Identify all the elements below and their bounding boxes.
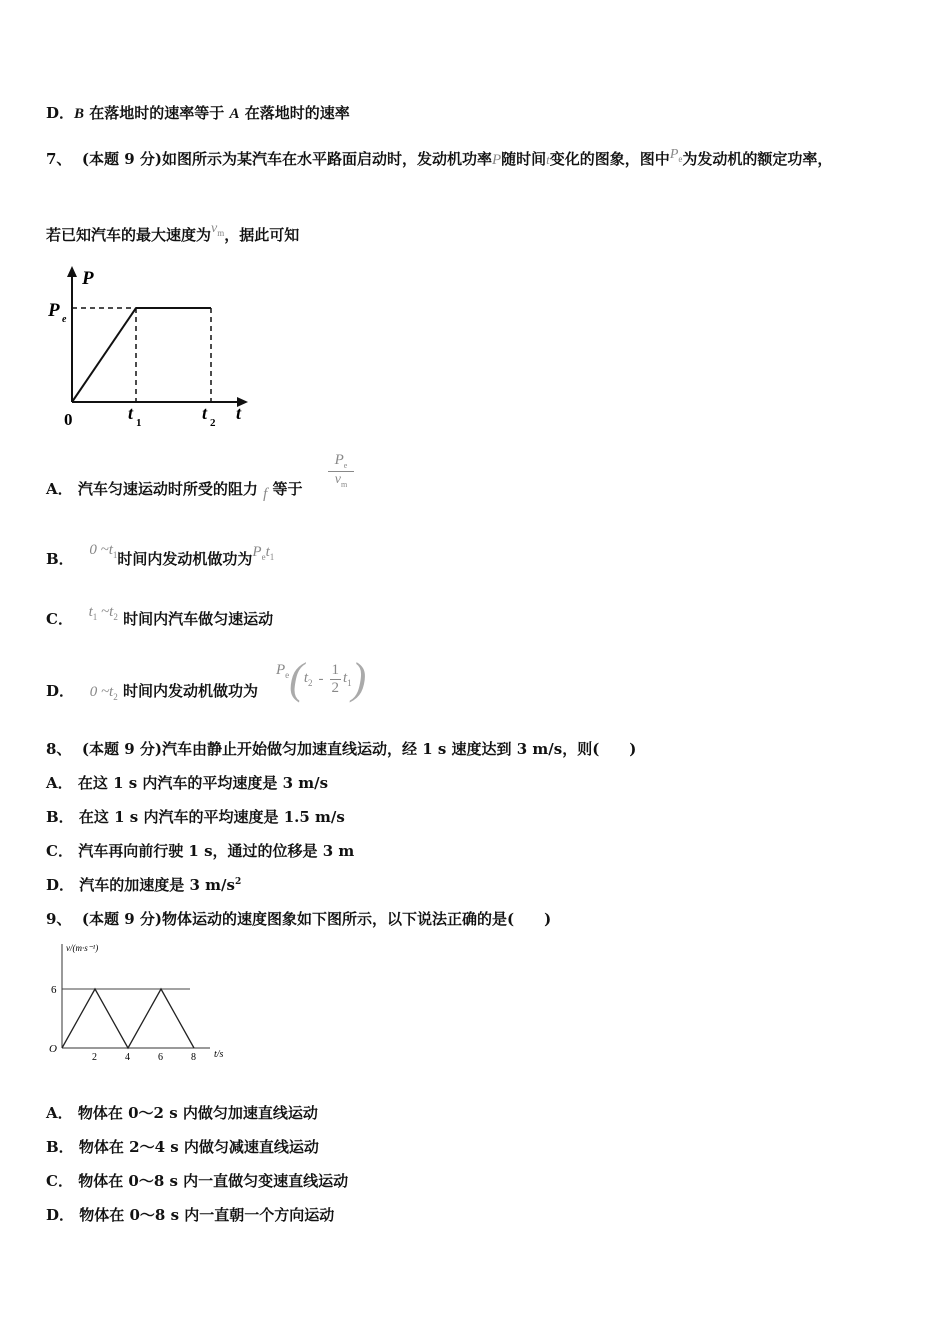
superscript: 2 xyxy=(234,877,242,887)
option-text-2: 在落地时的速率 xyxy=(244,104,350,122)
pe-subscript: e xyxy=(62,314,67,325)
math-work-expression: $P_e$ ( $t_2$ - 1 2 $t_1$ ) xyxy=(276,654,367,703)
math-t: t xyxy=(546,152,550,167)
y-tick-label: 6 xyxy=(51,984,57,996)
option-text: 在这 1 s 内汽车的平均速度是 3 m/s xyxy=(77,774,329,792)
option-text: 在这 1 s 内汽车的平均速度是 1.5 m/s xyxy=(78,808,345,826)
q9-option-c xyxy=(46,1170,348,1191)
x-tick-label: 2 xyxy=(92,1052,97,1063)
option-text: 时间内发动机做功为 xyxy=(122,682,258,700)
q7-stem-line1 xyxy=(46,148,832,170)
option-label: A． xyxy=(46,1104,73,1122)
q8-option-a xyxy=(46,772,328,793)
option-text: 汽车匀速运动时所受的阻力 xyxy=(77,480,258,498)
y-axis-label: P xyxy=(82,268,94,289)
option-label: C． xyxy=(46,1172,73,1190)
origin-label: O xyxy=(49,1043,57,1055)
math-f: f xyxy=(263,486,268,502)
q7-stem-part6: ，据此可知 xyxy=(224,226,300,244)
option-label: D． xyxy=(46,104,75,122)
prev-option-d xyxy=(46,102,350,123)
fraction-pe-over-vm: $P_e$ $v_m$ xyxy=(328,452,354,489)
option-text: 物体在 0～8 s 内一直朝一个方向运动 xyxy=(79,1206,335,1224)
option-text-2: 等于 xyxy=(272,480,303,498)
option-label: B． xyxy=(46,550,74,568)
option-label: C． xyxy=(46,842,73,860)
q9-option-d xyxy=(46,1204,334,1225)
origin-label: 0 xyxy=(64,410,73,429)
y-axis-label: v/(m·s⁻¹) xyxy=(66,943,99,953)
t2-label: t xyxy=(202,403,208,423)
math-0-t2: 0 $\sim t_2$ xyxy=(89,684,118,702)
q9-option-a xyxy=(46,1102,318,1123)
option-label: C． xyxy=(46,610,73,628)
q7-option-a xyxy=(46,478,303,502)
math-0-t1: 0 $\sim t_1$ xyxy=(89,542,118,560)
q8-option-b xyxy=(46,806,345,827)
q7-option-d xyxy=(46,680,258,702)
velocity-series-line xyxy=(62,989,194,1048)
q7-stem-part2: 随时间 xyxy=(501,150,547,168)
x-tick-label: 8 xyxy=(191,1052,196,1063)
q7-stem-part4: 为发动机的额定功率， xyxy=(682,150,833,168)
option-label: D． xyxy=(46,682,75,700)
pe-label: P xyxy=(48,300,60,321)
math-p: P xyxy=(491,152,502,168)
q9-stem-text: (本题 9 分)物体运动的速度图象如下图所示，以下说法正确的是( ) xyxy=(81,910,552,928)
option-text: 物体在 2～4 s 内做匀减速直线运动 xyxy=(78,1138,319,1156)
option-label: B． xyxy=(46,808,74,826)
x-tick-label: 6 xyxy=(158,1052,163,1063)
q9-stem xyxy=(46,908,551,929)
q8-stem-text: (本题 9 分)汽车由静止开始做匀加速直线运动，经 1 s 速度达到 3 m/s，则( ) xyxy=(81,740,637,758)
option-text: 时间内汽车做匀速运动 xyxy=(123,610,274,628)
math-t1-t2: $t_1$ $\sim t_2$ xyxy=(88,604,118,622)
x-tick-label: 4 xyxy=(125,1052,130,1063)
math-vm: $v_m$ xyxy=(211,221,225,238)
t2-subscript: 2 xyxy=(210,417,216,429)
q7-stem-part1: (本题 9 分)如图所示为某汽车在水平路面启动时，发动机功率 xyxy=(81,150,492,168)
x-axis-label: t xyxy=(236,403,242,423)
var-a: A xyxy=(229,106,240,122)
option-text: 汽车的加速度是 3 m/s xyxy=(79,876,235,894)
option-text: 在落地时的速率等于 xyxy=(89,104,225,122)
y-axis-arrow xyxy=(67,266,77,277)
option-label: D． xyxy=(46,1206,75,1224)
q7-stem-part5: 若已知汽车的最大速度为 xyxy=(46,226,212,244)
math-pe: $P_e$ xyxy=(669,147,683,164)
math-pe-t1: $P_et_1$ xyxy=(252,544,275,562)
option-text: 时间内发动机做功为 xyxy=(117,550,253,568)
t1-label: t xyxy=(128,403,134,423)
q7-stem-part3: 变化的图象，图中 xyxy=(549,150,670,168)
option-label: D． xyxy=(46,876,75,894)
q7-power-time-graph xyxy=(44,262,256,434)
q7-option-c xyxy=(46,604,274,630)
x-axis-label: t/s xyxy=(214,1049,224,1060)
var-b: B xyxy=(74,106,85,122)
option-label: B． xyxy=(46,1138,74,1156)
q9-velocity-time-graph xyxy=(44,940,234,1064)
ramp-segment xyxy=(72,308,136,402)
question-number: 8、 xyxy=(46,740,72,758)
t1-subscript: 1 xyxy=(136,417,142,429)
option-label: A． xyxy=(46,774,73,792)
q8-option-d xyxy=(46,874,241,895)
option-label: A． xyxy=(46,480,73,498)
q8-option-c xyxy=(46,840,354,861)
question-number: 9、 xyxy=(46,910,72,928)
q9-option-b xyxy=(46,1136,319,1157)
q8-stem xyxy=(46,738,636,759)
q7-stem-line2 xyxy=(46,221,300,246)
option-text: 物体在 0～8 s 内一直做匀变速直线运动 xyxy=(78,1172,349,1190)
option-text: 汽车再向前行驶 1 s，通过的位移是 3 m xyxy=(78,842,355,860)
question-number: 7、 xyxy=(46,150,72,168)
option-text: 物体在 0～2 s 内做匀加速直线运动 xyxy=(77,1104,318,1122)
q7-option-b xyxy=(46,542,275,570)
